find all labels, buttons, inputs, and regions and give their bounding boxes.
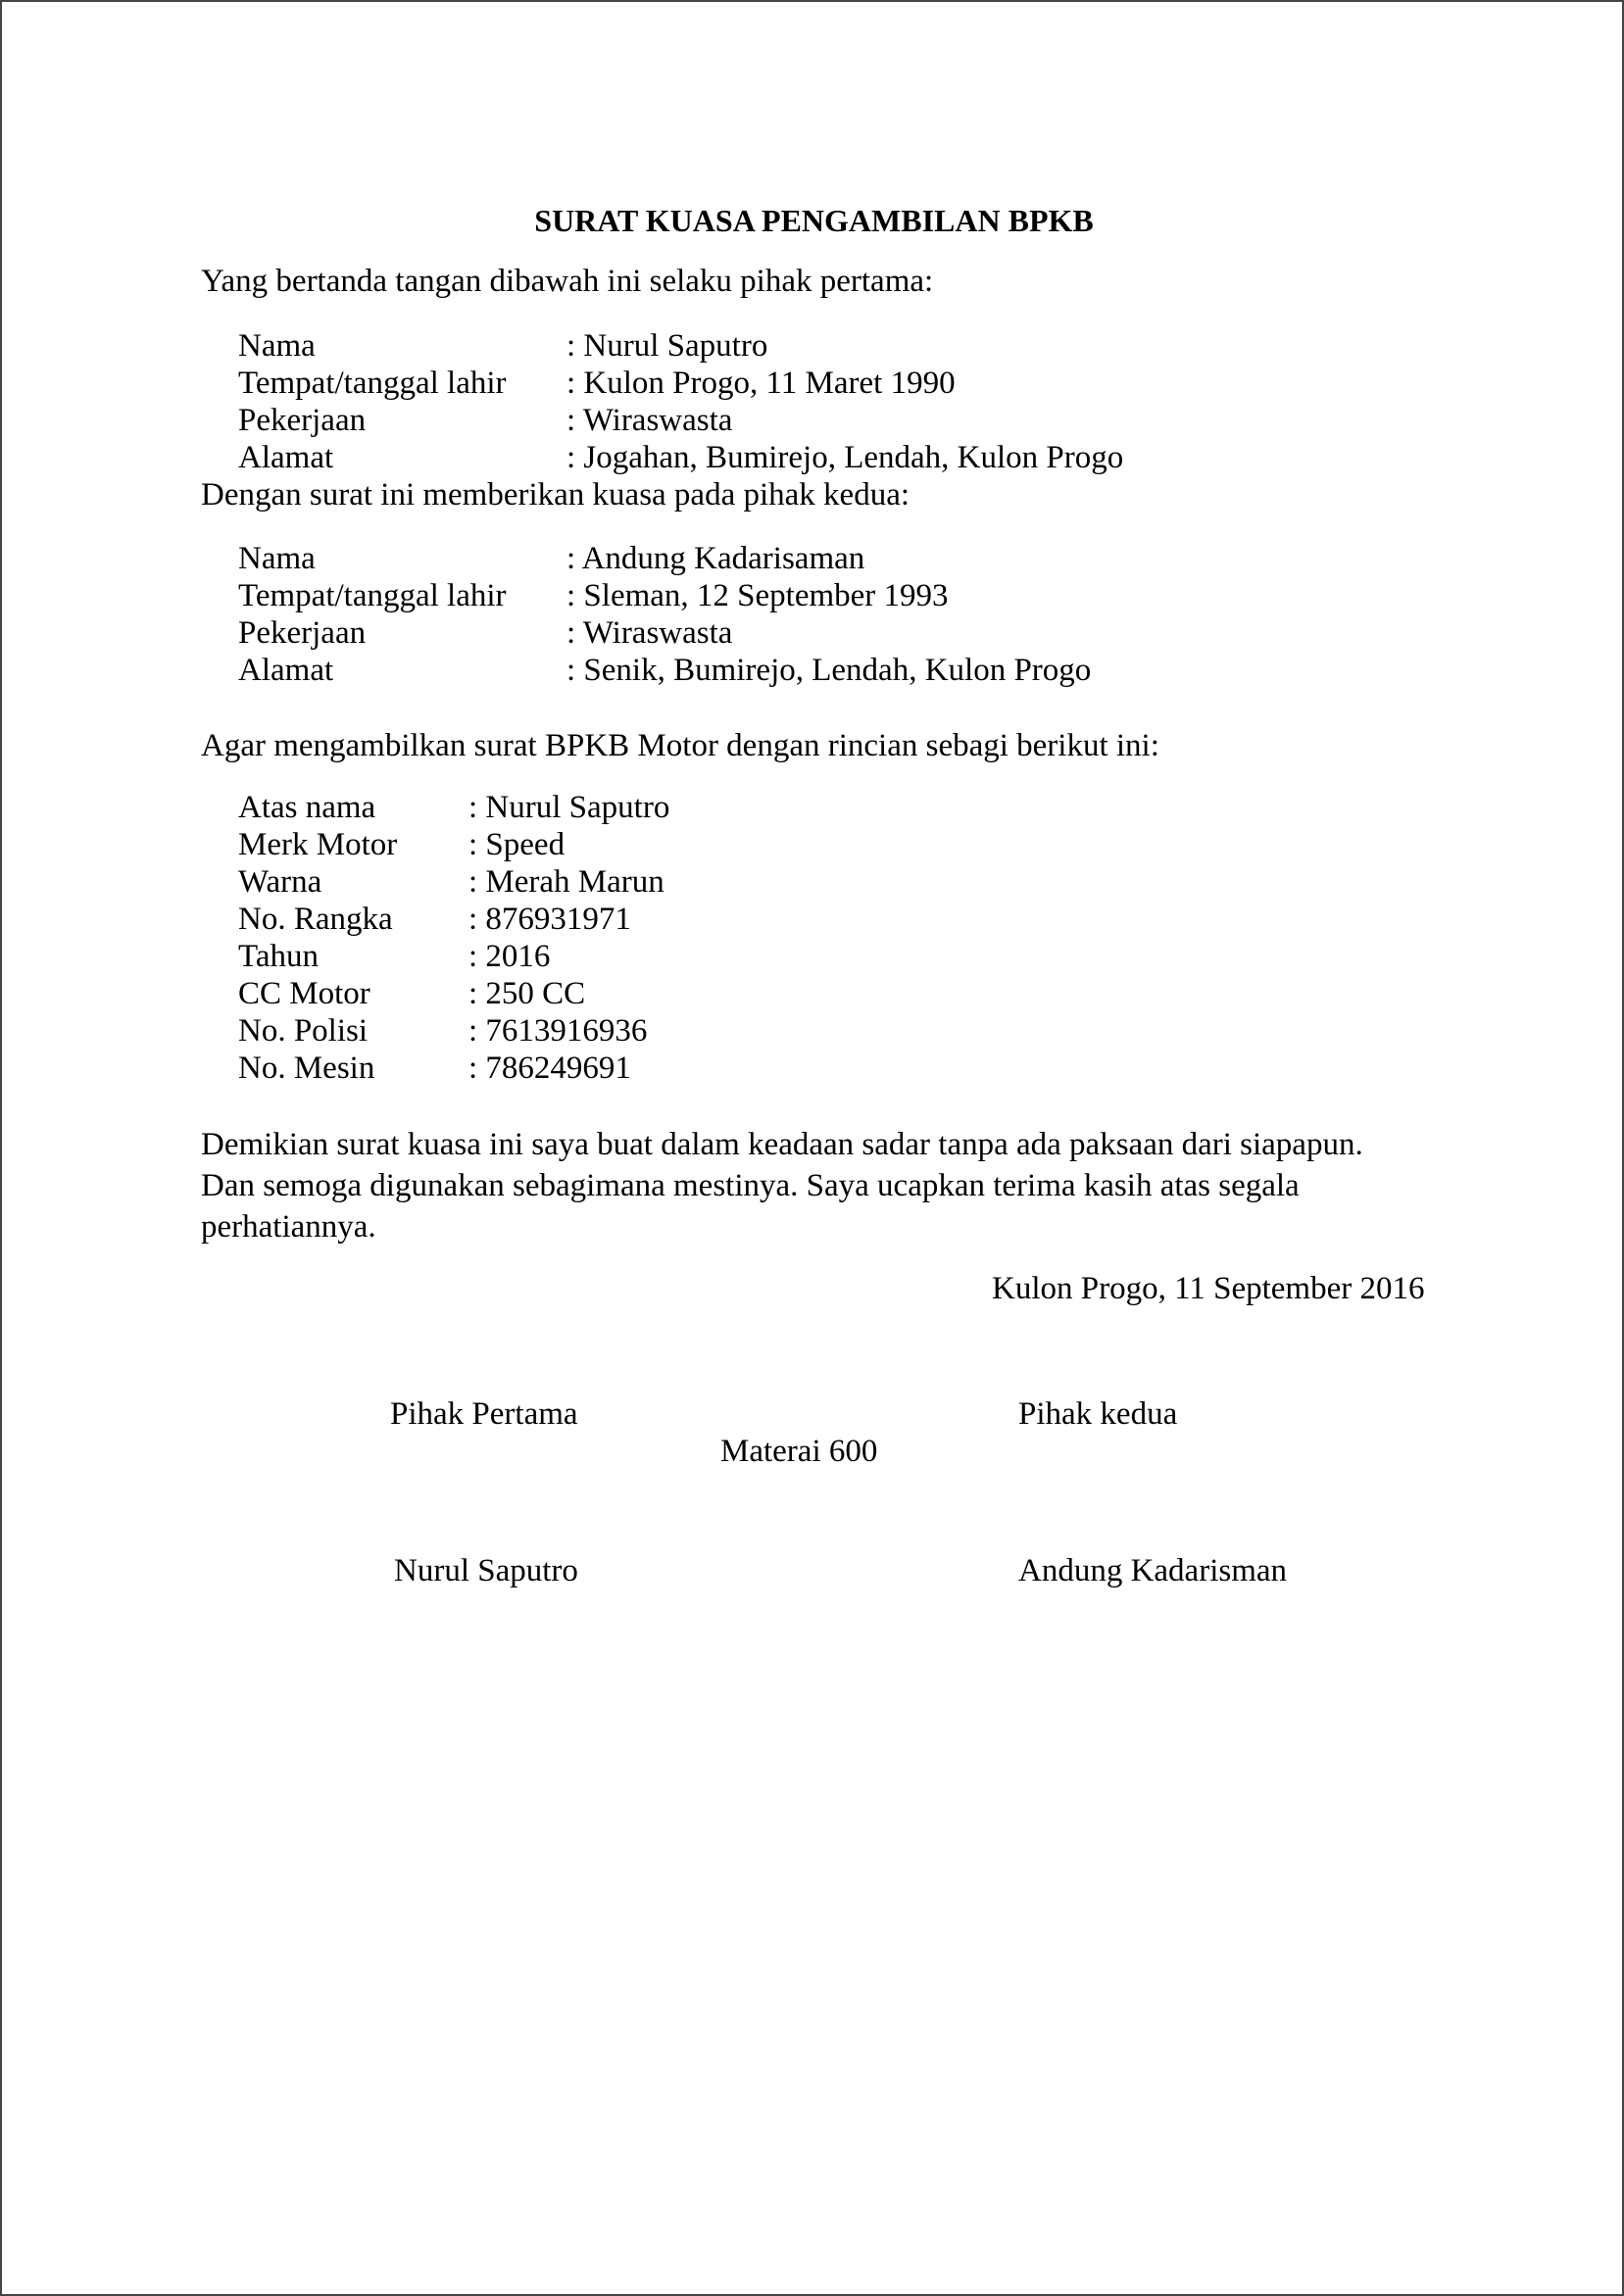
closing-line: Dan semoga digunakan sebagimana mestinya. Saya ucapkan terima kasih atas segala — [201, 1168, 1300, 1203]
field-value: : 876931971 — [468, 902, 631, 937]
field-label: Tahun — [238, 939, 320, 974]
field-value: : Jogahan, Bumirejo, Lendah, Kulon Progo — [566, 440, 1124, 475]
field-label: Pekerjaan — [238, 403, 367, 438]
field-value: : Nurul Saputro — [566, 328, 768, 364]
field-label: Warna — [238, 864, 322, 900]
first-party-signature-label: Pihak Pertama — [390, 1396, 578, 1432]
field-label: Atas nama — [238, 790, 376, 825]
field-value: : Sleman, 12 September 1993 — [566, 578, 949, 613]
vehicle-row — [2, 975, 1624, 1012]
field-value: : 2016 — [468, 939, 551, 974]
vehicle-row — [2, 1050, 1624, 1087]
second-party-row — [2, 577, 1624, 614]
second-party-row — [2, 614, 1624, 652]
closing-line: Demikian surat kuasa ini saya buat dalam keadaan sadar tanpa ada paksaan dari siapapun. — [201, 1127, 1363, 1162]
field-label: Alamat — [238, 440, 334, 475]
intro-first-party: Yang bertanda tangan dibawah ini selaku pihak pertama: — [201, 264, 934, 299]
field-value: : Merah Marun — [468, 864, 664, 900]
first-party-row — [2, 439, 1624, 476]
first-party-signature-name: Nurul Saputro — [394, 1553, 578, 1588]
intro-vehicle: Agar mengambilkan surat BPKB Motor dengan rincian sebagi berikut ini: — [201, 728, 1159, 763]
vehicle-row — [2, 901, 1624, 938]
vehicle-row — [2, 789, 1624, 826]
field-value: : 7613916936 — [468, 1013, 648, 1049]
field-value: : Wiraswasta — [566, 615, 733, 651]
field-value: : Nurul Saputro — [468, 790, 670, 825]
intro-second-party: Dengan surat ini memberikan kuasa pada pihak kedua: — [201, 477, 910, 513]
field-label: Nama — [238, 541, 316, 576]
closing-line: perhatiannya. — [201, 1209, 376, 1245]
first-party-row — [2, 402, 1624, 439]
field-label: Tempat/tanggal lahir — [238, 578, 507, 613]
document-title: SURAT KUASA PENGAMBILAN BPKB — [534, 203, 1094, 238]
field-label: Merk Motor — [238, 827, 398, 862]
field-value: : Kulon Progo, 11 Maret 1990 — [566, 366, 956, 401]
field-value: : Wiraswasta — [566, 403, 733, 438]
field-label: Pekerjaan — [238, 615, 367, 651]
field-label: No. Rangka — [238, 902, 393, 937]
first-party-row — [2, 365, 1624, 402]
first-party-row — [2, 327, 1624, 365]
vehicle-row — [2, 826, 1624, 863]
second-party-signature-label: Pihak kedua — [1018, 1396, 1178, 1432]
second-party-row — [2, 540, 1624, 577]
field-value: : 786249691 — [468, 1050, 631, 1086]
field-value: : Speed — [468, 827, 566, 862]
second-party-signature-name: Andung Kadarisman — [1018, 1553, 1288, 1588]
field-value: : Andung Kadarisaman — [566, 541, 865, 576]
place-date: Kulon Progo, 11 September 2016 — [992, 1271, 1425, 1306]
vehicle-row — [2, 938, 1624, 975]
field-value: : 250 CC — [468, 976, 586, 1011]
field-label: No. Mesin — [238, 1050, 375, 1086]
field-label: Nama — [238, 328, 316, 364]
vehicle-row — [2, 863, 1624, 901]
field-value: : Senik, Bumirejo, Lendah, Kulon Progo — [566, 653, 1092, 688]
second-party-row — [2, 652, 1624, 689]
field-label: Alamat — [238, 653, 334, 688]
vehicle-row — [2, 1012, 1624, 1050]
field-label: No. Polisi — [238, 1013, 369, 1049]
stamp-note: Materai 600 — [720, 1434, 878, 1469]
field-label: Tempat/tanggal lahir — [238, 366, 507, 401]
field-label: CC Motor — [238, 976, 370, 1011]
